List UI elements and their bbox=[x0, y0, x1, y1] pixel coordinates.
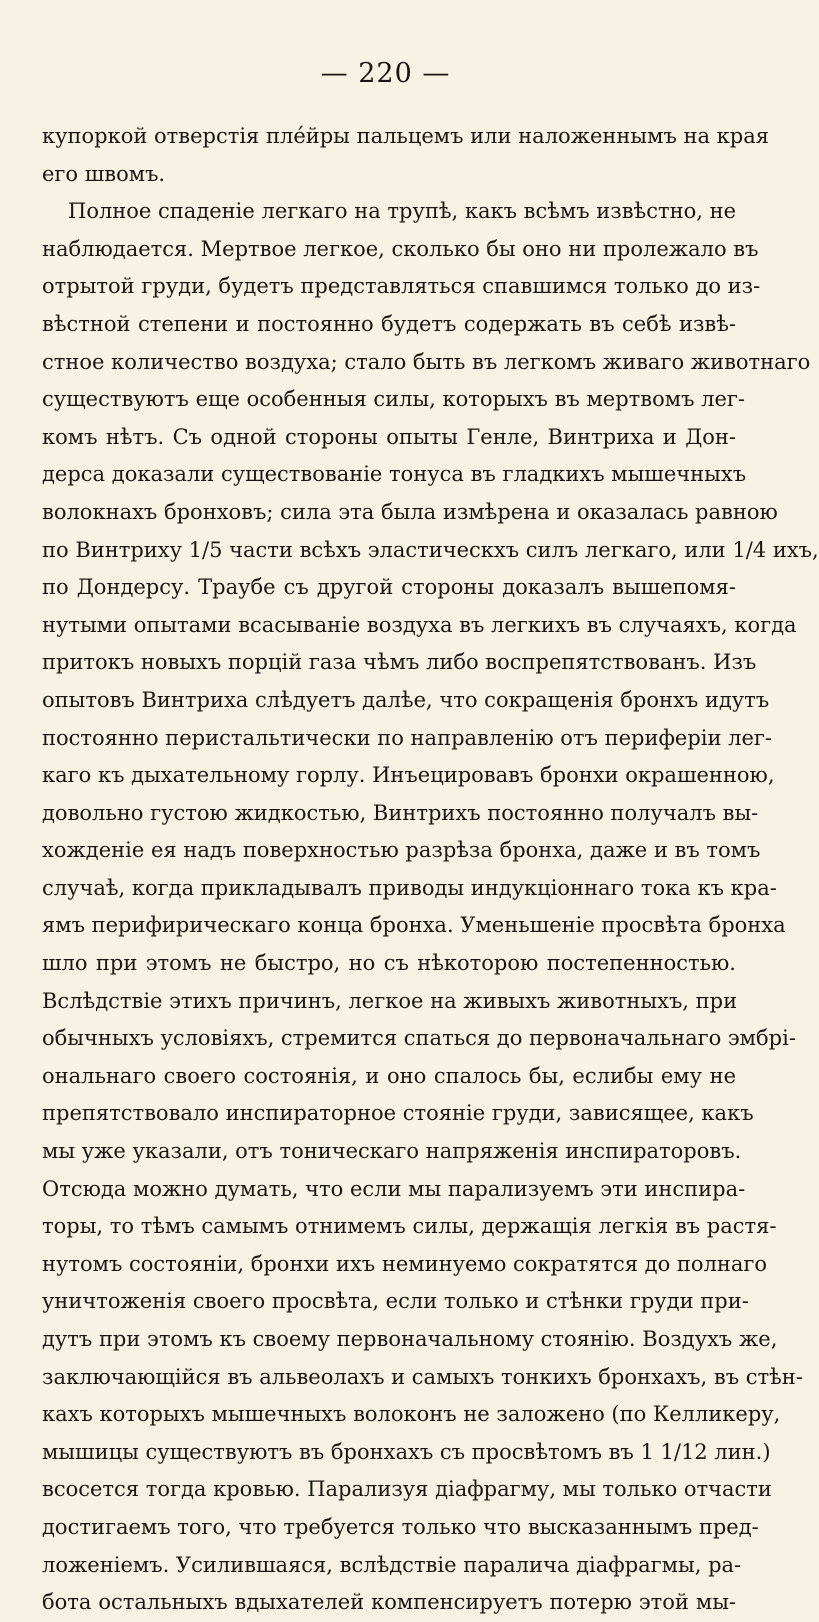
text-line: заключающійся въ альвеолахъ и самыхъ тонкихъ бронхахъ, въ стѣн- bbox=[42, 1364, 803, 1389]
text-line: купоркой отверстія плéйры пальцемъ или наложеннымъ на края bbox=[42, 124, 770, 148]
text-line: достигаемъ того, что требуется только что высказаннымъ пред- bbox=[42, 1514, 759, 1539]
text-line: бота остальныхъ вдыхателей компенсируетъ потерю этой мы- bbox=[42, 1590, 736, 1615]
text-line: торы, то тѣмъ самымъ отнимемъ силы, держащія легкія въ растя- bbox=[42, 1214, 777, 1239]
text-line: мы уже указали, отъ тоническаго напряженія инспираторовъ. bbox=[42, 1139, 742, 1164]
text-line: притокъ новыхъ порцій газа чѣмъ либо воспрепятствованъ. Изъ bbox=[42, 650, 757, 675]
text-line: каго къ дыхательному горлу. Инъецировавъ бронхи окрашенною, bbox=[42, 763, 775, 788]
text-line: шло при этомъ не быстро, но съ нѣкоторою постепенностью. bbox=[42, 951, 736, 976]
text-line: обычныхъ условіяхъ, стремится спаться до первоначальнаго эмбрі- bbox=[42, 1026, 796, 1051]
text-line: дутъ при этомъ къ своему первоначальному стоянію. Воздухъ же, bbox=[42, 1327, 778, 1351]
text-line: ямъ перифирическаго конца бронха. Уменьшеніе просвѣта бронха bbox=[42, 913, 786, 938]
text-line: ложеніемъ. Усилившаяся, вслѣдствіе паралича діафрагмы, ра- bbox=[42, 1552, 742, 1577]
text-line: всосется тогда кровью. Парализуя діафрагму, мы только отчасти bbox=[42, 1477, 772, 1502]
text-line: случаѣ, когда прикладывалъ приводы индукціоннаго тока къ кра- bbox=[42, 875, 777, 900]
text-line: довольно густою жидкостью, Винтрихъ постоянно получалъ вы- bbox=[42, 800, 759, 825]
text-line: наблюдается. Мертвое легкое, сколько бы оно ни пролежало въ bbox=[42, 236, 759, 261]
text-line: мышицы существуютъ въ бронхахъ съ просвѣтомъ въ 1 1/12 лин.) bbox=[42, 1439, 771, 1464]
text-line: отрытой груди, будетъ представляться спавшимся только до из- bbox=[42, 274, 761, 299]
text-line: по Дондерсу. Траубе съ другой стороны доказалъ вышепомя- bbox=[42, 575, 736, 600]
text-line: Полное спаденіе легкаго на трупѣ, какъ всѣмъ извѣстно, не bbox=[68, 199, 737, 224]
text-line: по Винтриху 1/5 части всѣхъ эластическхъ силъ легкаго, или 1/4 ихъ, bbox=[42, 537, 819, 562]
text-line: дерса доказали существованіе тонуса въ гладкихъ мышечныхъ bbox=[42, 462, 747, 487]
text-line: стное количество воздуха; стало быть въ легкомъ живаго животнаго bbox=[42, 349, 811, 374]
text-line: Вслѣдствіе этихъ причинъ, легкое на живыхъ животныхъ, при bbox=[42, 988, 738, 1013]
text-line: его швомъ. bbox=[42, 161, 166, 186]
text-line: кахъ которыхъ мышечныхъ волоконъ не заложено (по Келликеру, bbox=[42, 1402, 781, 1427]
text-line: опытовъ Винтриха слѣдуетъ далѣе, что сокращенія бронхъ идутъ bbox=[42, 687, 770, 712]
text-line: Отсюда можно думать, что если мы парализуемъ эти инспира- bbox=[42, 1176, 746, 1201]
text-line: существуютъ еще особенныя силы, которыхъ въ мертвомъ лег- bbox=[42, 387, 745, 412]
text-line: нутомъ состояніи, бронхи ихъ неминуемо сократятся до полнаго bbox=[42, 1251, 768, 1276]
text-line: комъ нѣтъ. Съ одной стороны опыты Генле, Винтриха и Дон- bbox=[42, 424, 736, 449]
text-line: волокнахъ бронховъ; сила эта была измѣрена и оказалась равною bbox=[42, 499, 778, 524]
body-text bbox=[42, 118, 819, 1622]
text-line: вѣстной степени и постоянно будетъ содержать въ себѣ извѣ- bbox=[42, 311, 736, 336]
text-line: хожденіе ея надъ поверхностью разрѣза бронха, даже и въ томъ bbox=[42, 838, 761, 863]
text-line: препятствовало инспираторное стояніе груди, зависящее, какъ bbox=[42, 1101, 754, 1126]
text-line: постоянно перистальтически по направленію отъ периферіи лег- bbox=[42, 725, 773, 750]
text-line: уничтоженія своего просвѣта, если только и стѣнки груди при- bbox=[42, 1289, 749, 1314]
text-line: нутыми опытами всасываніе воздуха въ легкихъ въ случаяхъ, когда bbox=[42, 612, 797, 637]
page-number: — 220 — bbox=[320, 58, 451, 89]
text-line: ональнаго своего состоянія, и оно спалось бы, еслибы ему не bbox=[42, 1063, 736, 1088]
